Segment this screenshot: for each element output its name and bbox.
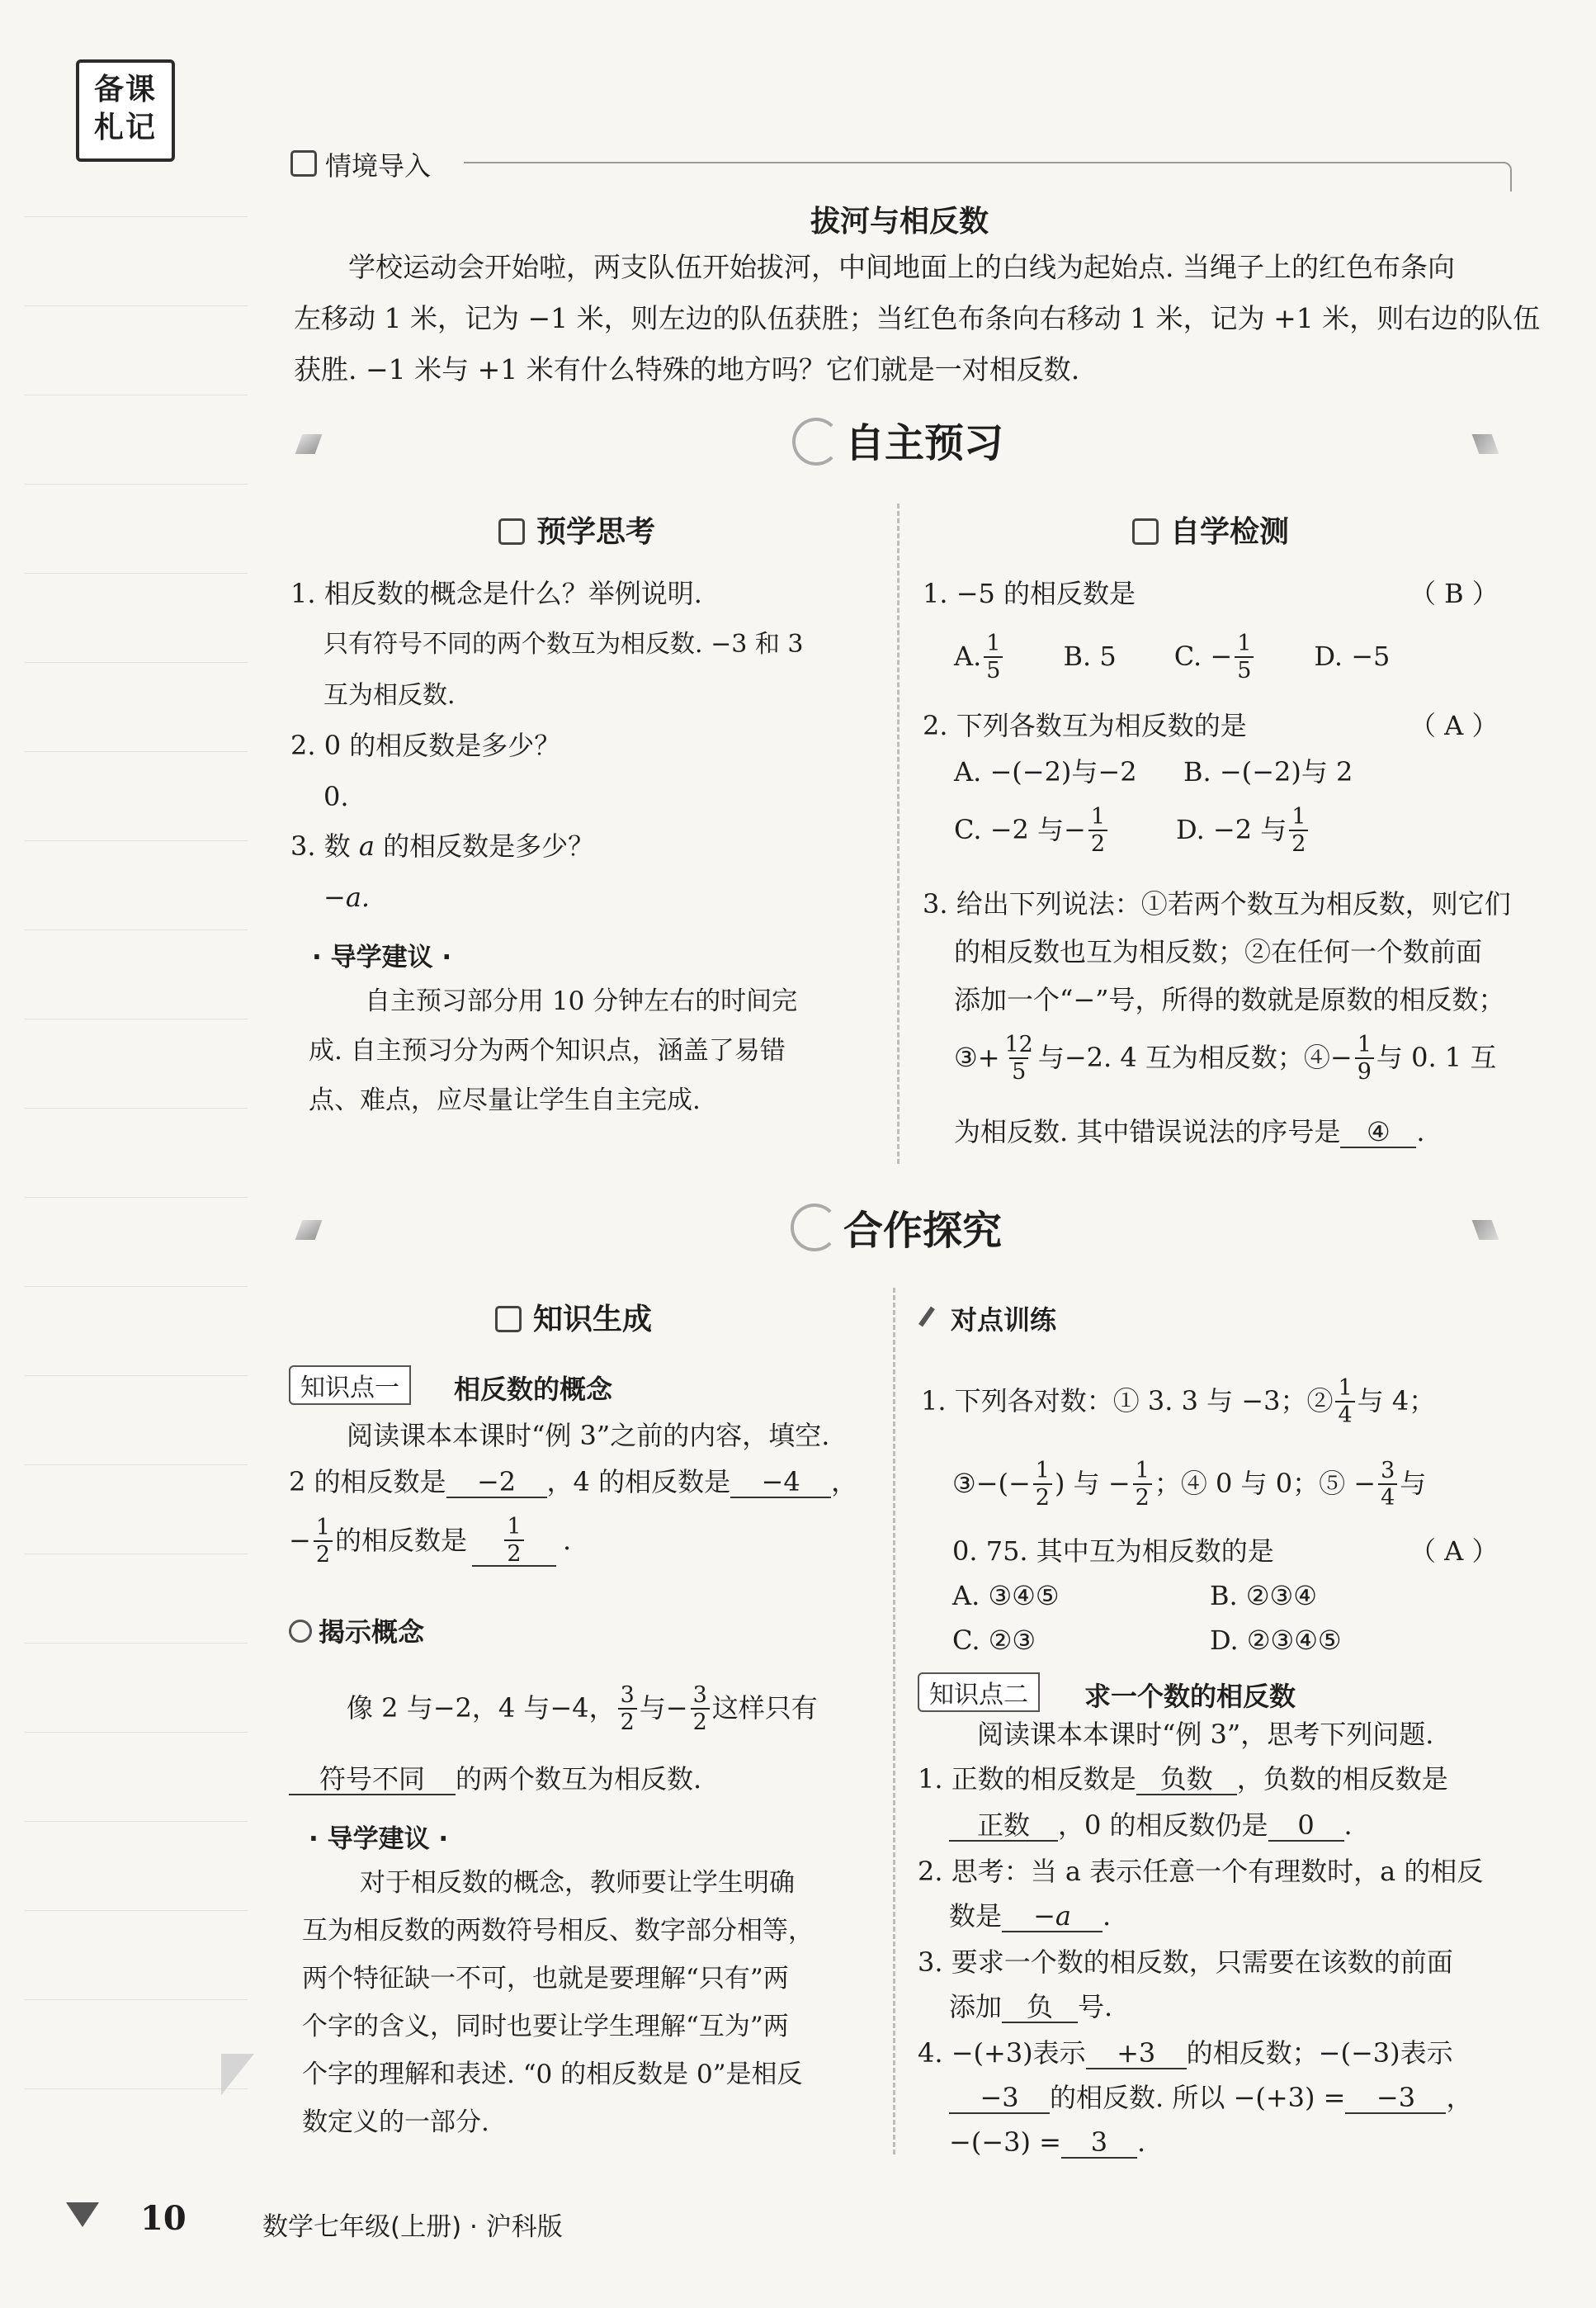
prethink-q3	[290, 832, 594, 861]
fill2-post: .	[563, 1525, 572, 1557]
fill1-answer-1: −2	[446, 1468, 547, 1498]
fraction-1-9: $\frac{1}{9}$	[1355, 1033, 1374, 1083]
practice-p1-answer-3: 0	[1268, 1811, 1344, 1842]
selfcheck-q1-option-b: B. 5	[1063, 641, 1117, 673]
fill1-c: ，	[831, 1466, 858, 1497]
intro-line-1: 学校运动会开始啦，两支队伍开始拔河，中间地面上的白线为起始点. 当绳子上的红色布条向	[348, 251, 1455, 283]
practice-p3-line1: 3. 要求一个数的相反数，只需要在该数的前面	[918, 1946, 1453, 1978]
intro-label: 情境导入	[325, 150, 432, 182]
knowledge-fill-1	[289, 1468, 857, 1498]
practice-p4-answer-4: 3	[1061, 2128, 1137, 2159]
corner-decoration	[221, 2054, 254, 2095]
intro-line-2: 左移动 1 米，记为 −1 米，则左边的队伍获胜；当红色布条向右移动 1 米，记为 +1 米，则右边的队伍	[294, 302, 1541, 334]
fraction-1-2-neg: $\frac{1}{2}$	[1088, 806, 1107, 855]
prethink-a1-line1: 只有符号不同的两个数互为相反数. −3 和 3	[323, 630, 804, 659]
fraction-1-4: $\frac{1}{4}$	[1335, 1377, 1354, 1426]
practice-q1-l2d: 与	[1400, 1468, 1427, 1500]
knowledge-guide-line-6: 数定义的一部分.	[302, 2107, 489, 2137]
knowledge-fill-2	[289, 1516, 571, 1567]
reveal-l2: 的两个数互为相反数.	[456, 1763, 702, 1795]
link-icon	[289, 1620, 312, 1643]
reveal-l1b: 与−	[639, 1692, 688, 1724]
prethink-q2: 2. 0 的相反数是多少？	[290, 730, 561, 761]
selfcheck-q2-answer: （ A ）	[1409, 710, 1499, 741]
practice-p3-answer: 负	[1002, 1993, 1078, 2023]
document-icon	[495, 1306, 522, 1332]
prethink-q3-post: 的相反数是多少？	[374, 830, 595, 862]
selfcheck-q3-l4c: 与 0. 1 互	[1376, 1042, 1497, 1074]
practice-p4-answer-2: −3	[949, 2083, 1050, 2114]
prethink-header	[498, 508, 713, 550]
practice-p1-d: .	[1343, 1809, 1353, 1841]
practice-p3-b: 添加	[949, 1991, 1003, 2022]
selfcheck-q1-options	[954, 632, 1390, 682]
intro-line-3: 获胜. −1 米与 +1 米有什么特殊的地方吗？它们就是一对相反数.	[294, 353, 1080, 385]
section1-title: 自主预习	[845, 420, 1004, 466]
kp2-tag: 知识点二	[918, 1672, 1040, 1712]
selfcheck-q3-line1: 3. 给出下列说法：①若两个数互为相反数，则它们	[923, 888, 1511, 920]
selfcheck-q3-line2: 的相反数也互为相反数；②在任何一个数前面	[954, 936, 1483, 967]
practice-p4-line1	[918, 2039, 1453, 2069]
selfcheck-q3-answer: ④	[1340, 1118, 1416, 1148]
knowledge-read: 阅读课本本课时“例 3”之前的内容，填空.	[347, 1420, 830, 1451]
practice-p1-a: 1. 正数的相反数是	[918, 1763, 1136, 1795]
practice-q1-l1a: 1. 下列各对数：① 3. 3 与 −3；②	[921, 1385, 1334, 1417]
prethink-guide-line-1: 自主预习部分用 10 分钟左右的时间完	[365, 986, 798, 1016]
prethink-a2: 0.	[323, 781, 349, 812]
kp2-title: 求一个数的相反数	[1084, 1681, 1296, 1712]
practice-q1-l1b: 与 4；	[1357, 1385, 1436, 1417]
fraction-1-2-a: $\frac{1}{2}$	[314, 1516, 333, 1566]
book-title: 数学七年级(上册) · 沪科版	[262, 2212, 563, 2242]
fill1-a: 2 的相反数是	[289, 1466, 446, 1497]
logo-text: 备课札记	[93, 73, 157, 144]
practice-p2-line2	[949, 1902, 1111, 1932]
selfcheck-q2-option-cd	[954, 806, 1310, 855]
prethink-q3-pre: 3. 数	[290, 830, 359, 862]
prethink-title: 预学思考	[536, 515, 656, 549]
intro-title: 拔河与相反数	[810, 205, 989, 239]
selfcheck-q2: 2. 下列各数互为相反数的是	[923, 710, 1247, 741]
knowledge-guide-line-2: 互为相反数的两数符号相反、数字部分相等，	[302, 1916, 814, 1946]
kp1-tag: 知识点一	[289, 1365, 411, 1405]
fill2-answer	[472, 1516, 556, 1567]
prethink-guide-line-2: 成. 自主预习分为两个知识点，涵盖了易错	[309, 1036, 786, 1066]
fraction-3-2-a: $\frac{3}{2}$	[618, 1684, 637, 1733]
fraction-3-2-b: $\frac{3}{2}$	[691, 1684, 710, 1733]
reveal-l1c: 这样只有	[711, 1692, 818, 1724]
practice-p4-line2	[949, 2083, 1472, 2114]
prethink-a3: −a.	[323, 882, 371, 913]
selfcheck-q1-option-a: A.	[954, 641, 982, 673]
fraction-3-4: $\frac{3}{4}$	[1378, 1459, 1397, 1509]
selfcheck-q2-option-c: C. −2 与−	[954, 814, 1086, 846]
prethink-q1: 1. 相反数的概念是什么？举例说明.	[290, 578, 702, 609]
kp1-title: 相反数的概念	[454, 1374, 613, 1405]
selfcheck-q1: 1. −5 的相反数是	[923, 578, 1136, 609]
fill1-b: ，4 的相反数是	[546, 1466, 731, 1497]
selfcheck-title: 自学检测	[1170, 515, 1290, 549]
practice-p4-f: .	[1136, 2126, 1146, 2158]
practice-p2-answer: −a	[1002, 1902, 1103, 1932]
knowledge-guide-line-1: 对于相反数的概念，教师要让学生明确	[360, 1868, 795, 1898]
practice-p1-answer-1: 负数	[1136, 1765, 1237, 1795]
knowledge-guide-line-4: 个字的含义，同时也要让学生理解“互为”两	[302, 2012, 789, 2041]
practice-q1-l2c: ；④ 0 与 0；⑤ −	[1154, 1468, 1376, 1500]
page-number: 10	[140, 2199, 187, 2238]
fraction-1-2: $\frac{1}{2}$	[1289, 806, 1308, 855]
selfcheck-q3-line5	[954, 1118, 1425, 1148]
practice-q1-line2	[952, 1459, 1426, 1509]
pencil-icon	[918, 1307, 935, 1327]
reveal-header	[289, 1610, 503, 1646]
practice-p3-c: 号.	[1078, 1991, 1113, 2022]
fraction-1-2-b: $\frac{1}{2}$	[1033, 1459, 1052, 1509]
practice-p4-c: 的相反数. 所以 −(+3) =	[1050, 2082, 1346, 2113]
magnifier-icon	[791, 1204, 838, 1251]
footer-mark	[66, 2202, 99, 2227]
practice-q1-answer: （ A ）	[1409, 1535, 1499, 1567]
practice-p4-answer-1: +3	[1086, 2039, 1187, 2069]
selfcheck-q3-l5a: 为相反数. 其中错误说法的序号是	[954, 1116, 1341, 1147]
reveal-line-2	[289, 1765, 701, 1795]
reveal-title: 揭示概念	[319, 1616, 425, 1648]
practice-read: 阅读课本本课时“例 3”，思考下列问题.	[977, 1719, 1434, 1750]
practice-p3-line2	[949, 1993, 1112, 2023]
practice-p1-line2	[949, 1811, 1353, 1842]
practice-q1-l2b: ) 与 −	[1054, 1468, 1131, 1500]
selfcheck-q3-l5b: .	[1416, 1116, 1425, 1147]
practice-p4-line3	[949, 2128, 1145, 2159]
practice-q1-l2a: ③−(−	[952, 1468, 1031, 1500]
selfcheck-q2-option-b: B. −(−2)与 2	[1183, 756, 1353, 787]
selfcheck-q2-option-a: A. −(−2)与−2	[954, 756, 1137, 787]
practice-p2-b: 数是	[949, 1900, 1003, 1932]
practice-p1-answer-2: 正数	[949, 1811, 1058, 1842]
knowledge-guide-line-5: 个字的理解和表述. “0 的相反数是 0”是相反	[302, 2060, 803, 2089]
fill2-mid: 的相反数是	[335, 1525, 468, 1557]
reveal-line-1	[347, 1684, 818, 1733]
intro-header	[290, 142, 1512, 192]
selfcheck-q1-option-c: C. −	[1173, 641, 1233, 673]
knowledge-guide-title: · 导学建议 ·	[309, 1824, 449, 1854]
reveal-answer: 符号不同	[289, 1765, 456, 1795]
prethink-guide-line-3: 点、难点，应尽量让学生自主完成.	[309, 1085, 701, 1115]
logo-stamp	[76, 59, 175, 162]
spiral-icon	[792, 418, 840, 466]
section2-title: 合作探究	[843, 1208, 1003, 1254]
fraction-12-5: $\frac{12}{5}$	[1004, 1032, 1033, 1085]
selfcheck-q1-answer: （ B ）	[1409, 578, 1499, 609]
selfcheck-q3-line3: 添加一个“−”号，所得的数就是原数的相反数；	[954, 984, 1505, 1015]
column-divider-1	[897, 504, 900, 1164]
prethink-q3-var: a	[358, 830, 375, 862]
practice-q1-option-c: C. ②③	[952, 1625, 1036, 1656]
practice-p1-line1	[918, 1765, 1448, 1795]
prethink-guide-title: · 导学建议 ·	[312, 943, 452, 972]
practice-p2-c: .	[1103, 1900, 1112, 1932]
practice-p4-e: −(−3) =	[949, 2126, 1061, 2158]
selfcheck-q3-l4a: ③+	[954, 1042, 1000, 1074]
fraction-1-5-neg: $\frac{1}{5}$	[1235, 632, 1254, 682]
knowledge-header	[495, 1296, 710, 1337]
book-icon	[290, 150, 317, 177]
selfcheck-q3-line4	[954, 1033, 1496, 1083]
practice-p1-c: ，0 的相反数仍是	[1058, 1809, 1268, 1841]
practice-q1-option-d: D. ②③④⑤	[1210, 1625, 1342, 1656]
practice-q1-line3: 0. 75. 其中互为相反数的是	[952, 1535, 1274, 1567]
practice-p1-b: ，负数的相反数是	[1236, 1763, 1448, 1795]
practice-p4-answer-3: −3	[1345, 2083, 1446, 2114]
practice-p2-line1: 2. 思考：当 a 表示任意一个有理数时，a 的相反	[918, 1856, 1484, 1887]
fill1-answer-2: −4	[730, 1468, 831, 1498]
selfcheck-q3-l4b: 与−2. 4 互为相反数；④−	[1037, 1042, 1353, 1074]
practice-p4-a: 4. −(+3)表示	[918, 2037, 1086, 2069]
fill2-pre: −	[289, 1525, 311, 1557]
notebook-icon	[498, 518, 525, 545]
knowledge-title: 知识生成	[533, 1303, 653, 1336]
fraction-1-2-answer: $\frac{1}{2}$	[504, 1516, 523, 1565]
prethink-a1-line2: 互为相反数.	[323, 681, 456, 710]
selfcheck-q2-option-d: D. −2 与	[1176, 814, 1287, 846]
practice-q1-line1	[921, 1377, 1435, 1426]
practice-p4-d: ，	[1446, 2082, 1473, 2113]
knowledge-guide-line-3: 两个特征缺一不可，也就是要理解“只有”两	[302, 1964, 789, 1993]
practice-q1-option-a: A. ③④⑤	[952, 1580, 1060, 1611]
checkbox-icon	[1132, 518, 1159, 545]
selfcheck-q1-option-d: D. −5	[1314, 641, 1391, 673]
fraction-1-2-c: $\frac{1}{2}$	[1133, 1459, 1152, 1509]
selfcheck-header	[1132, 508, 1347, 550]
practice-q1-option-b: B. ②③④	[1210, 1580, 1317, 1611]
practice-title: 对点训练	[951, 1304, 1057, 1336]
practice-header	[921, 1298, 1169, 1334]
fraction-1-5: $\frac{1}{5}$	[984, 632, 1003, 682]
practice-p4-b: 的相反数；−(−3)表示	[1186, 2037, 1453, 2069]
reveal-l1a: 像 2 与−2，4 与−4，	[347, 1692, 616, 1724]
column-divider-2	[893, 1288, 895, 2154]
